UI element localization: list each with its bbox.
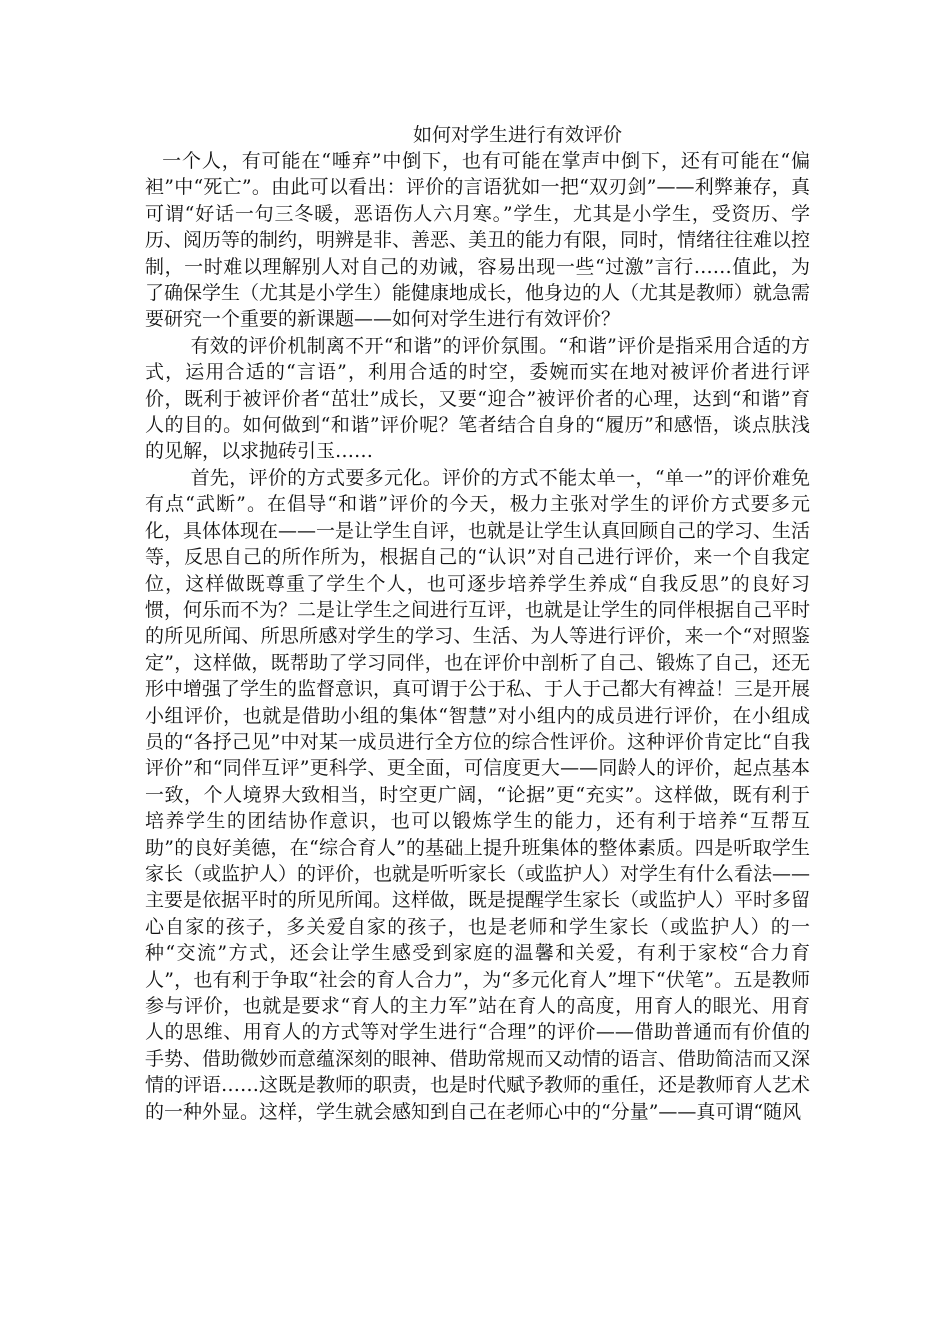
paragraph-intro: 一个人，有可能在“唾弃”中倒下，也有可能在掌声中倒下，还有可能在“偏袒”中“死亡”。由此可以看出：评价的言语犹如一把“双刃剑”——利弊兼存，真可谓“好话一句三冬暖，恶语伤人六月寒。”学生，尤其是小学生，受资历、学历、阅历等的制约，明辨是非、善恶、美丑的能力有限，同时，情绪往往难以控制，一时难以理解别人对自己的劝诫，容易出现一些“过激”言行……值此，为了确保学生（尤其是小学生）能健康地成长，他身边的人（尤其是教师）就急需要研究一个重要的新课题——如何对学生进行有效评价？	[145, 150, 811, 331]
document-title: 如何对学生进行有效评价	[413, 124, 623, 146]
paragraph-harmony: 有效的评价机制离不开“和谐”的评价氛围。“和谐”评价是指采用合适的方式，运用合适的“言语”，利用合适的时空，委婉而实在地对被评价者进行评价，既利于被评价者“茁壮”成长，又要“迎合”被评价者的心理，达到“和谐”育人的目的。如何做到“和谐”评价呢？笔者结合自身的“履历”和感悟，谈点肤浅的见解，以求抛砖引玉……	[145, 334, 810, 463]
document-page	[145, 122, 810, 1125]
paragraph-methods: 首先，评价的方式要多元化。评价的方式不能太单一，“单一”的评价难免有点“武断”。在倡导“和谐”评价的今天，极力主张对学生的评价方式要多元化，具体体现在——一是让学生自评，也就是让学生认真回顾自己的学习、生活等，反思自己的所作所为，根据自己的“认识”对自己进行评价，来一个自我定位，这样做既尊重了学生个人，也可逐步培养学生养成“自我反思”的良好习惯，何乐而不为？二是让学生之间进行互评，也就是让学生的同伴根据自己平时的所见所闻、所思所感对学生的学习、生活、为人等进行评价，来一个“对照鉴定”，这样做，既帮助了学习同伴，也在评价中剖析了自己、锻炼了自己，还无形中增强了学生的监督意识，真可谓于公于私、于人于己都大有裨益！三是开展小组评价，也就是借助小组的集体“智慧”对小组内的成员进行评价，在小组成员的“各抒己见”中对某一成员进行全方位的综合性评价。这种评价肯定比“自我评价”和“同伴互评”更科学、更全面，可信度更大——同龄人的评价，起点基本一致，个人境界大致相当，时空更广阔，“论据”更“充实”。这样做，既有利于培养学生的团结协作意识，也可以锻炼学生的能力，还有利于培养“互帮互助”的良好美德，在“综合育人”的基础上提升班集体的整体素质。四是听取学生家长（或监护人）的评价，也就是听听家长（或监护人）对学生有什么看法——主要是依据平时的所见所闻。这样做，既是提醒学生家长（或监护人）平时多留心自家的孩子，多关爱自家的孩子，也是老师和学生家长（或监护人）的一种“交流”方式，还会让学生感受到家庭的温馨和关爱，有利于家校“合力育人”，也有利于争取“社会的育人合力”，为“多元化育人”埋下“伏笔”。五是教师参与评价，也就是要求“育人的主力军”站在育人的高度，用育人的眼光、用育人的思维、用育人的方式等对学生进行“合理”的评价——借助普通而有价值的手势、借助微妙而意蕴深刻的眼神、借助常规而又动情的语言、借助简洁而又深情的评语……这既是教师的职责，也是时代赋予教师的重任，还是教师育人艺术的一种外显。这样，学生就会感知到自己在老师心中的“分量”——真可谓“随风	[145, 466, 811, 1123]
